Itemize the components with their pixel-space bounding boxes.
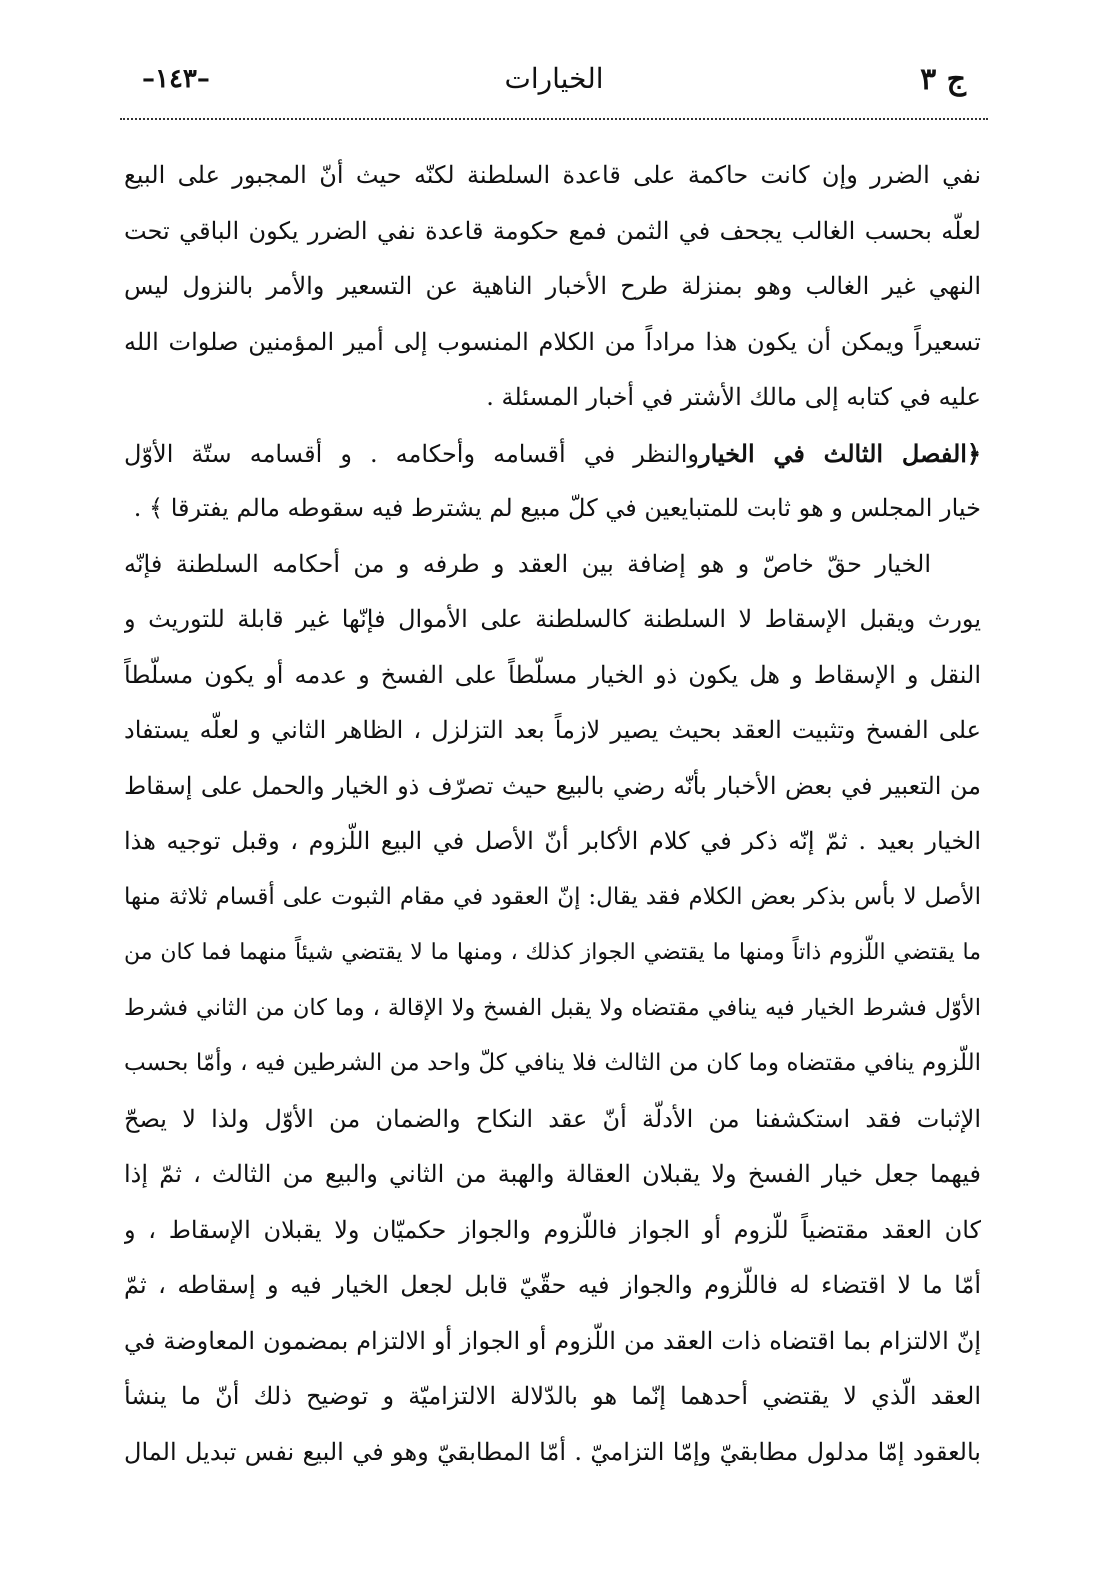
- text-line: الأوّل فشرط الخيار فيه ينافي مقتضاه ولا يقبل الفسخ ولا الإقالة ، وما كان من الثاني فشرط: [124, 994, 981, 1021]
- page-header: [120, 58, 988, 108]
- text-line: الإثبات فقد استكشفنا من الأدلّة أنّ عقد النكاح والضمان من الأوّل ولذا لا يصحّ: [124, 1104, 981, 1133]
- text-line: أمّا ما لا اقتضاء له فاللّزوم والجواز فيه حقّيّ قابل لجعل الخيار فيه و إسقاطه ، ثمّ: [124, 1271, 981, 1299]
- header-divider: [120, 118, 988, 120]
- text-line: على الفسخ وتثبيت العقد بحيث يصير لازماً بعد التزلزل ، الظاهر الثاني و لعلّه يستفاد: [124, 716, 981, 744]
- text-line: فيهما جعل خيار الفسخ ولا يقبلان العقالة والهبة من الثاني والبيع من الثالث ، ثمّ إذا: [124, 1160, 981, 1188]
- text-line: من التعبير في بعض الأخبار بأنّه رضي بالبيع حيث تصرّف ذو الخيار والحمل على إسقاط: [124, 771, 981, 800]
- volume-label: ج ٣: [920, 62, 966, 97]
- text-line: ما يقتضي اللّزوم ذاتاً ومنها ما يقتضي الجواز كذلك ، ومنها ما لا يقتضي شيئاً منهما فما كان من: [124, 940, 981, 965]
- text-line: يورث ويقبل الإسقاط لا السلطنة كالسلطنة على الأموال فإنّها غير قابلة للتوريث و: [124, 605, 981, 633]
- text-line: عليه في كتابه إلى مالك الأشتر في أخبار المسئلة .: [486, 383, 981, 411]
- text-line: كان العقد مقتضياً للّزوم أو الجواز فاللّزوم والجواز حكميّان ولا يقبلان الإسقاط ، و: [124, 1215, 981, 1244]
- running-title: الخيارات: [504, 62, 604, 95]
- body-text: [124, 148, 981, 1480]
- section-heading-line: [124, 426, 981, 482]
- page-number: –١٤٣–: [142, 64, 210, 94]
- text-line: الخيار بعيد . ثمّ إنّه ذكر في كلام الأكابر أنّ الأصل في البيع اللّزوم ، وقبل توجيه هذا: [124, 827, 981, 855]
- text-line: النهي غير الغالب وهو بمنزلة طرح الأخبار الناهية عن التسعير والأمر بالنزول ليس: [124, 272, 981, 300]
- text-line: نفي الضرر وإن كانت حاكمة على قاعدة السلطنة لكنّه حيث أنّ المجبور على البيع: [124, 161, 981, 189]
- text-line: اللّزوم ينافي مقتضاه وما كان من الثالث فلا ينافي كلّ واحد من الشرطين فيه ، وأمّا بحسب: [124, 1050, 981, 1076]
- text-line: إنّ الالتزام بما اقتضاه ذات العقد من اللّزوم أو الجواز أو الالتزام بمضمون المعاوضة في: [124, 1326, 981, 1355]
- text-line: تسعيراً ويمكن أن يكون هذا مراداً من الكلام المنسوب إلى أمير المؤمنين صلوات الله: [124, 327, 981, 356]
- text-line: لعلّه بحسب الغالب يجحف في الثمن فمع حكومة قاعدة نفي الضرر يكون الباقي تحت: [124, 216, 981, 245]
- text-line: الخيار حقّ خاصّ و هو إضافة بين العقد و طرفه و من أحكامه السلطنة فإنّه: [124, 549, 932, 578]
- text-line: العقد الّذي لا يقتضي أحدهما إنّما هو بالدّلالة الالتزاميّة و توضيح ذلك أنّ ما ينشأ: [124, 1382, 981, 1410]
- section-heading: ﴿الفصل الثالث في الخيار: [699, 438, 981, 468]
- text-line: الأصل لا بأس بذكر بعض الكلام فقد يقال: إنّ العقود في مقام الثبوت على أقسام ثلاثة منها: [124, 883, 981, 910]
- text-line: النقل و الإسقاط و هل يكون ذو الخيار مسلّطاً على الفسخ و عدمه أو يكون مسلّطاً: [124, 660, 981, 689]
- text-line: بالعقود إمّا مدلول مطابقيّ وإمّا التزاميّ . أمّا المطابقيّ وهو في البيع نفس تبديل المال: [124, 1437, 981, 1466]
- heading-continuation: والنظر في أقسامه وأحكامه . و أقسامه ستّة الأوّل: [124, 439, 699, 468]
- text-line: خيار المجلس و هو ثابت للمتبايعين في كلّ مبيع لم يشترط فيه سقوطه مالم يفترقا ﴾ .: [133, 494, 981, 522]
